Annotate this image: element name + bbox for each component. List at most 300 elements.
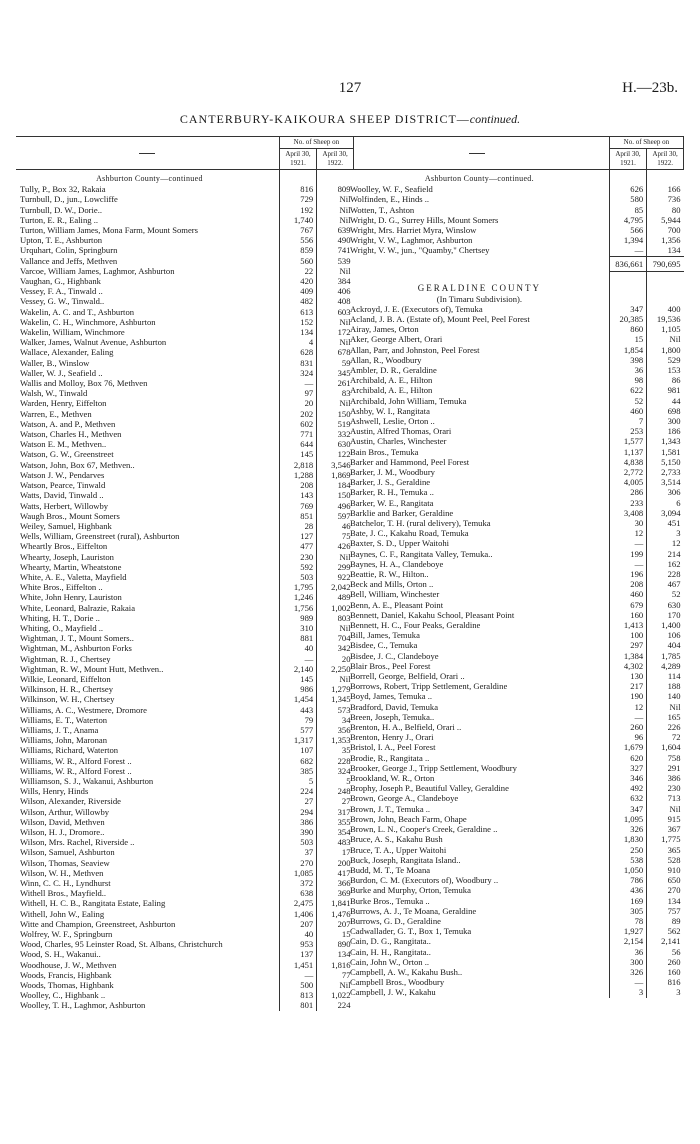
sheep-1921: 831 [279,358,316,368]
owner-row [346,549,684,559]
owner-row [346,508,684,518]
owner-row [346,235,684,245]
owner-name: Wilson, Thomas, Seaview [20,857,110,868]
owner-name: Whearty, Martin, Wheatstone [20,561,122,572]
owner-row [346,600,684,610]
owner-name: Withell, John W., Ealing [20,908,105,919]
sheep-1922: 700 [647,225,684,235]
owner-name: Wightman, R. W., Mount Hutt, Methven.. [20,663,164,674]
sheep-1921: 986 [279,684,316,694]
sheep-1921: 816 [279,184,316,194]
sheep-1921: 644 [279,439,316,449]
sheep-1922: 704 [317,633,354,643]
owner-name: Woolley, T. H., Laghmor, Ashburton [20,1000,146,1011]
sheep-1921: 592 [279,562,316,572]
sheep-1921: 1,740 [279,215,316,225]
sheep-1922: 2,042 [317,582,354,592]
sheep-1921: 836,661 [609,256,646,271]
sheep-1921: 409 [279,286,316,296]
owner-row [16,337,354,347]
sheep-1922: 106 [647,630,684,640]
sheep-1921: 192 [279,205,316,215]
total-row [346,256,684,271]
owner-row [16,398,354,408]
sheep-1922: 1,775 [647,834,684,844]
owner-row [346,773,684,783]
sheep-1922: 1,002 [317,603,354,613]
heading-text: Ashburton County—continued [96,174,203,183]
sheep-count-header: No. of Sheep on [279,137,353,149]
sheep-1922: 170 [647,610,684,620]
heading-text: (In Timaru Subdivision). [436,293,523,304]
owner-name: Archibald, John William, Temuka [350,395,467,406]
owner-row [16,347,354,357]
owner-name: Baynes, C. F., Rangitata Valley, Temuka.. [350,548,493,559]
owner-name: Wright, V. W., jun., "Quamby," Chertsey [350,245,490,256]
sheep-1922: 1,816 [317,960,354,970]
sheep-1922: 165 [647,712,684,722]
sheep-1921: 477 [279,541,316,551]
owner-row [346,569,684,579]
sheep-1921: 1,246 [279,592,316,602]
sheep-1922: 367 [647,824,684,834]
sheep-1921: 482 [279,296,316,306]
owner-name: Whiting, H. T., Dorie .. [20,612,100,623]
sheep-1921: 208 [279,480,316,490]
sheep-1922: 52 [647,589,684,599]
owner-row [16,674,354,684]
owner-name: Wilkinson, H. R., Chertsey [20,684,113,695]
sheep-1922: Nil [647,334,684,344]
sheep-1921: 602 [279,419,316,429]
sheep-1922: 890 [317,939,354,949]
owner-name: Boyd, James, Temuka .. [350,691,433,702]
sheep-1921: 626 [609,184,646,194]
sheep-1921: 270 [279,858,316,868]
sheep-1922: 299 [317,562,354,572]
owner-name: Burke and Murphy, Orton, Temuka [350,885,471,896]
owner-row [16,286,354,296]
sheep-1922: 345 [317,368,354,378]
owner-name: Borrell, George, Belfield, Orari .. [350,671,465,682]
owner-row [346,957,684,967]
owner-row [16,919,354,929]
sheep-1922: 230 [647,783,684,793]
owner-row [346,426,684,436]
owner-row [346,763,684,773]
owner-row [346,722,684,732]
owner-row [346,447,684,457]
sheep-1922: 467 [647,579,684,589]
owner-name: Borrows, Robert, Tripp Settlement, Geraldine [350,681,508,692]
owner-name: Baynes, H. A., Clandeboye [350,558,444,569]
owner-row [346,712,684,722]
owner-name: Wakelin, A. C. and T., Ashburton [20,306,135,317]
sheep-1922: 150 [317,490,354,500]
owner-row [346,620,684,630]
sheep-1921: 632 [609,793,646,803]
sheep-1921: 385 [279,766,316,776]
owner-row [16,194,354,204]
owner-row [16,307,354,317]
owner-name: Vessey, G. W., Tinwald.. [20,296,105,307]
owner-row [16,256,354,266]
owner-name: Bennett, Daniel, Kakahu School, Pleasant Point [350,609,515,620]
sheep-1922: 324 [317,766,354,776]
owner-name: Barker, J. M., Woodbury [350,466,435,477]
owner-name: Wolfinden, E., Hinds .. [350,194,430,205]
owner-row [346,225,684,235]
sheep-1922: 34 [317,715,354,725]
sheep-1921: 207 [279,919,316,929]
sheep-1922: 698 [647,406,684,416]
owner-name: Upton, T. E., Ashburton [20,235,103,246]
owner-name: Airay, James, Orton [350,324,419,335]
owner-name: Wills, Henry, Hinds [20,786,89,797]
owner-name: Wright, Mrs. Harriet Myra, Winslow [350,225,477,236]
sheep-1921: 771 [279,429,316,439]
owner-name: Ackroyd, J. E. (Executors of), Temuka [350,303,483,314]
owner-row [346,855,684,865]
owner-name: Buck, Joseph, Rangitata Island.. [350,854,461,865]
sheep-1921: 202 [279,409,316,419]
sheep-1921: 347 [609,304,646,314]
sheep-1922: 89 [647,916,684,926]
sheep-1922: 1,841 [317,898,354,908]
owner-column-header [346,137,609,170]
sheep-1922: 630 [647,600,684,610]
sheep-1922: 72 [647,732,684,742]
owner-row [16,531,354,541]
sheep-1921: 1,050 [609,865,646,875]
owner-row [16,358,354,368]
section-heading-row [16,170,354,185]
owner-name: Turton, William James, Mona Farm, Mount Somers [20,225,198,236]
sheep-1921: 4,302 [609,661,646,671]
owner-row [16,368,354,378]
sheep-1921: 638 [279,888,316,898]
sheep-1922: 386 [647,773,684,783]
owner-row [346,661,684,671]
owner-row [346,630,684,640]
sheep-1922: 417 [317,868,354,878]
owner-name: White, John Henry, Lauriston [20,592,122,603]
sheep-1921: 767 [279,225,316,235]
owner-name: Ashwell, Leslie, Orton .. [350,415,435,426]
owner-name: Wilson, W. H., Methven [20,867,104,878]
sheep-1921: 217 [609,681,646,691]
owner-row [346,681,684,691]
owner-name: Bisdee, J. C., Clandeboye [350,650,439,661]
sheep-1921: — [609,538,646,548]
sheep-1922: 529 [647,355,684,365]
owner-name: Wolfrey, W. F., Springburn [20,929,113,940]
owner-name: Blair Bros., Peel Forest [350,660,431,671]
owner-row [346,875,684,885]
owner-name: Bruce, T. A., Upper Waitohi [350,844,447,855]
owner-name: Whearty, Joseph, Lauriston [20,551,114,562]
owner-row [346,385,684,395]
owner-name: Wells, William, Greenstreet (rural), Ashburton [20,531,180,542]
owner-name: Wilson, David, Methven [20,816,105,827]
owner-row [16,929,354,939]
year-1922-header: April 30, 1922. [647,149,684,170]
owner-name: Brown, George A., Clandeboye [350,793,459,804]
sheep-1922: 306 [647,487,684,497]
owner-row [346,477,684,487]
sheep-1921: 1,454 [279,694,316,704]
sheep-1921: 613 [279,307,316,317]
sheep-1921: 2,140 [279,664,316,674]
owner-row [16,878,354,888]
sheep-1921: 260 [609,722,646,732]
sheep-1922: 1,343 [647,436,684,446]
owner-name: Cain, John W., Orton .. [350,956,430,967]
sheep-1922: 910 [647,865,684,875]
sheep-1922: 922 [317,572,354,582]
sheep-1921: 250 [609,845,646,855]
sheep-1921: 78 [609,916,646,926]
owner-row [16,378,354,388]
owner-name: Williams, W. R., Alford Forest .. [20,755,132,766]
owner-row [16,786,354,796]
owner-name: Watson E. M., Methven.. [20,439,107,450]
owner-name: Warren, E., Methven [20,408,92,419]
owner-row [346,814,684,824]
sheep-1922: 678 [317,347,354,357]
owner-name: Wilkie, Leonard, Eiffelton [20,673,111,684]
owner-name: Burdon, C. M. (Executors of), Woodbury .. [350,875,499,886]
sheep-1921: 253 [609,426,646,436]
sheep-1921: 100 [609,630,646,640]
sheep-1922: 77 [317,970,354,980]
sheep-1922: 758 [647,753,684,763]
sheep-1922: 3,514 [647,477,684,487]
sheep-1921: 500 [279,980,316,990]
owner-row [346,406,684,416]
owner-row [346,304,684,314]
owner-row [16,235,354,245]
owner-name: Benn, A. E., Pleasant Point [350,599,444,610]
sheep-1922: 228 [317,756,354,766]
sheep-1922: 1,022 [317,990,354,1000]
sheep-1921: 769 [279,501,316,511]
sheep-1921: 28 [279,521,316,531]
sheep-1921: 881 [279,633,316,643]
owner-row [16,521,354,531]
sheep-1922: 483 [317,837,354,847]
sheep-1922: 207 [317,919,354,929]
owner-row [346,896,684,906]
sheep-count-header: No. of Sheep on [609,137,683,149]
owner-name: Urquhart, Colin, Springburn [20,245,118,256]
owner-name: Watts, Herbert, Willowby [20,500,109,511]
owner-name: Austin, Charles, Winchester [350,436,447,447]
sheep-1922: 162 [647,559,684,569]
sheep-1922: Nil [647,702,684,712]
sheep-1922: 19,536 [647,314,684,324]
sheep-1921: 1,451 [279,960,316,970]
owner-row [16,715,354,725]
sheep-1921: 79 [279,715,316,725]
sheep-1921: — [279,378,316,388]
owner-name: Campbell Bros., Woodbury [350,977,445,988]
owner-row [346,365,684,375]
owner-row [16,327,354,337]
sheep-1921: 326 [609,967,646,977]
sheep-1921: 560 [279,256,316,266]
owner-row [16,419,354,429]
owner-row [16,796,354,806]
owner-row [16,582,354,592]
sheep-1922: 369 [317,888,354,898]
sheep-1922: 248 [317,786,354,796]
owner-name: Walker, James, Walnut Avenue, Ashburton [20,337,167,348]
owner-row [16,705,354,715]
owner-name: Wightman, R. J., Chertsey [20,653,111,664]
owner-name: Barker, W. E., Rangitata [350,497,434,508]
owner-row [16,592,354,602]
owner-row [346,589,684,599]
owner-name: Woods, Francis, Highbank [20,969,112,980]
owner-name: Brookland, W. R., Orton [350,773,435,784]
sheep-1922: 4,289 [647,661,684,671]
sheep-1921 [609,271,646,293]
sheep-1922: 1,581 [647,447,684,457]
owner-name: Brown, L. N., Cooper's Creek, Geraldine .. [350,824,498,835]
sheep-1921: 7 [609,416,646,426]
owner-row [16,470,354,480]
sheep-1921: 15 [609,334,646,344]
owner-row [16,643,354,653]
owner-row [346,498,684,508]
owner-name: Barker, R. H., Temuka .. [350,487,434,498]
owner-row [16,225,354,235]
owner-name: Wright, D. G., Surrey Hills, Mount Somers [350,214,499,225]
owner-row [16,960,354,970]
owner-row [346,834,684,844]
sheep-table-left [16,136,354,1011]
owner-name: Bain Bros., Temuka [350,446,419,457]
sheep-1921: 398 [609,355,646,365]
owner-name: Budd, M. T., Te Moana [350,864,431,875]
heading-text: Ashburton County—continued. [424,174,534,183]
sheep-1922: 59 [317,358,354,368]
owner-row [346,651,684,661]
sheep-1922: 713 [647,793,684,803]
owner-row [346,610,684,620]
owner-row [16,276,354,286]
sheep-1922: 496 [317,501,354,511]
sheep-1922: 44 [647,396,684,406]
sheep-1922: Nil [317,317,354,327]
sheep-1922: Nil [647,804,684,814]
owner-name: Watson, Charles H., Methven [20,429,122,440]
owner-row [346,702,684,712]
owner-row [16,296,354,306]
owner-row [346,742,684,752]
owner-name: Barker and Hammond, Peel Forest [350,456,470,467]
owner-row [346,824,684,834]
owner-name: Wilson, Alexander, Riverside [20,796,121,807]
owner-name: Campbell, A. W., Kakahu Bush.. [350,966,463,977]
sheep-1922: 736 [647,194,684,204]
sheep-1921: 326 [609,824,646,834]
sheep-1921: 30 [609,518,646,528]
sheep-1921: 12 [609,528,646,538]
heading-text: GERALDINE COUNTY [417,283,542,294]
sheep-1922: 404 [647,640,684,650]
sheep-1922: 354 [317,827,354,837]
owner-name: Weiley, Samuel, Highbank [20,520,112,531]
owner-name: Williams, W. R., Alford Forest .. [20,765,132,776]
owner-row [16,501,354,511]
owner-name: Wightman, M., Ashburton Forks [20,643,132,654]
sheep-1921: 40 [279,643,316,653]
owner-row [346,987,684,997]
sheep-1921: 538 [609,855,646,865]
owner-row [16,766,354,776]
sheep-1921: 2,772 [609,467,646,477]
sheep-1922: 1,353 [317,735,354,745]
sheep-1922: 741 [317,245,354,255]
sheep-1922: 603 [317,307,354,317]
sheep-1922: Nil [317,194,354,204]
owner-name: White, Leonard, Balrazie, Rakaia [20,602,136,613]
owner-row [16,429,354,439]
sheep-1921: — [609,245,646,256]
owner-row [16,664,354,674]
title-continued: continued. [469,112,521,126]
sheep-1922: 2,733 [647,467,684,477]
owner-row [346,334,684,344]
owner-row [16,266,354,276]
sheep-1922: 80 [647,205,684,215]
sheep-1921: 860 [609,324,646,334]
owner-name: Burrows, G. D., Geraldine [350,915,441,926]
sheep-1921: 199 [609,549,646,559]
owner-row [346,916,684,926]
owner-row [16,939,354,949]
sheep-1922: 451 [647,518,684,528]
owner-name: Wotten, T., Ashton [350,204,415,215]
sheep-1922: 20 [317,654,354,664]
owner-name: Walsh, W., Tinwald [20,388,88,399]
owner-row [16,684,354,694]
sheep-1922: 150 [317,409,354,419]
owner-name: Wilson, Samuel, Ashburton [20,847,115,858]
owner-name: Woolley, W. F., Seafield [350,184,433,195]
owner-name: Winn, C. C. H., Lyndhurst [20,878,111,889]
sheep-1921: 1,927 [609,926,646,936]
owner-row [16,245,354,255]
owner-name: Woods, Thomas, Highbank [20,980,114,991]
owner-name: Williams, John, Maronan [20,735,108,746]
sheep-1921: 1,795 [279,582,316,592]
owner-row [16,215,354,225]
owner-name: Wood, Charles, 95 Leinster Road, St. Albans, Christchurch [20,939,223,950]
sheep-1922: 356 [317,725,354,735]
sheep-1922: 270 [647,885,684,895]
sheep-1921: 390 [279,827,316,837]
owner-row [16,572,354,582]
owner-name: Wightman, J. T., Mount Somers.. [20,633,134,644]
sheep-1921: 859 [279,245,316,255]
sheep-1921: 620 [609,753,646,763]
sheep-1921: 208 [609,579,646,589]
sheep-1921: 5 [279,776,316,786]
owner-row [346,783,684,793]
